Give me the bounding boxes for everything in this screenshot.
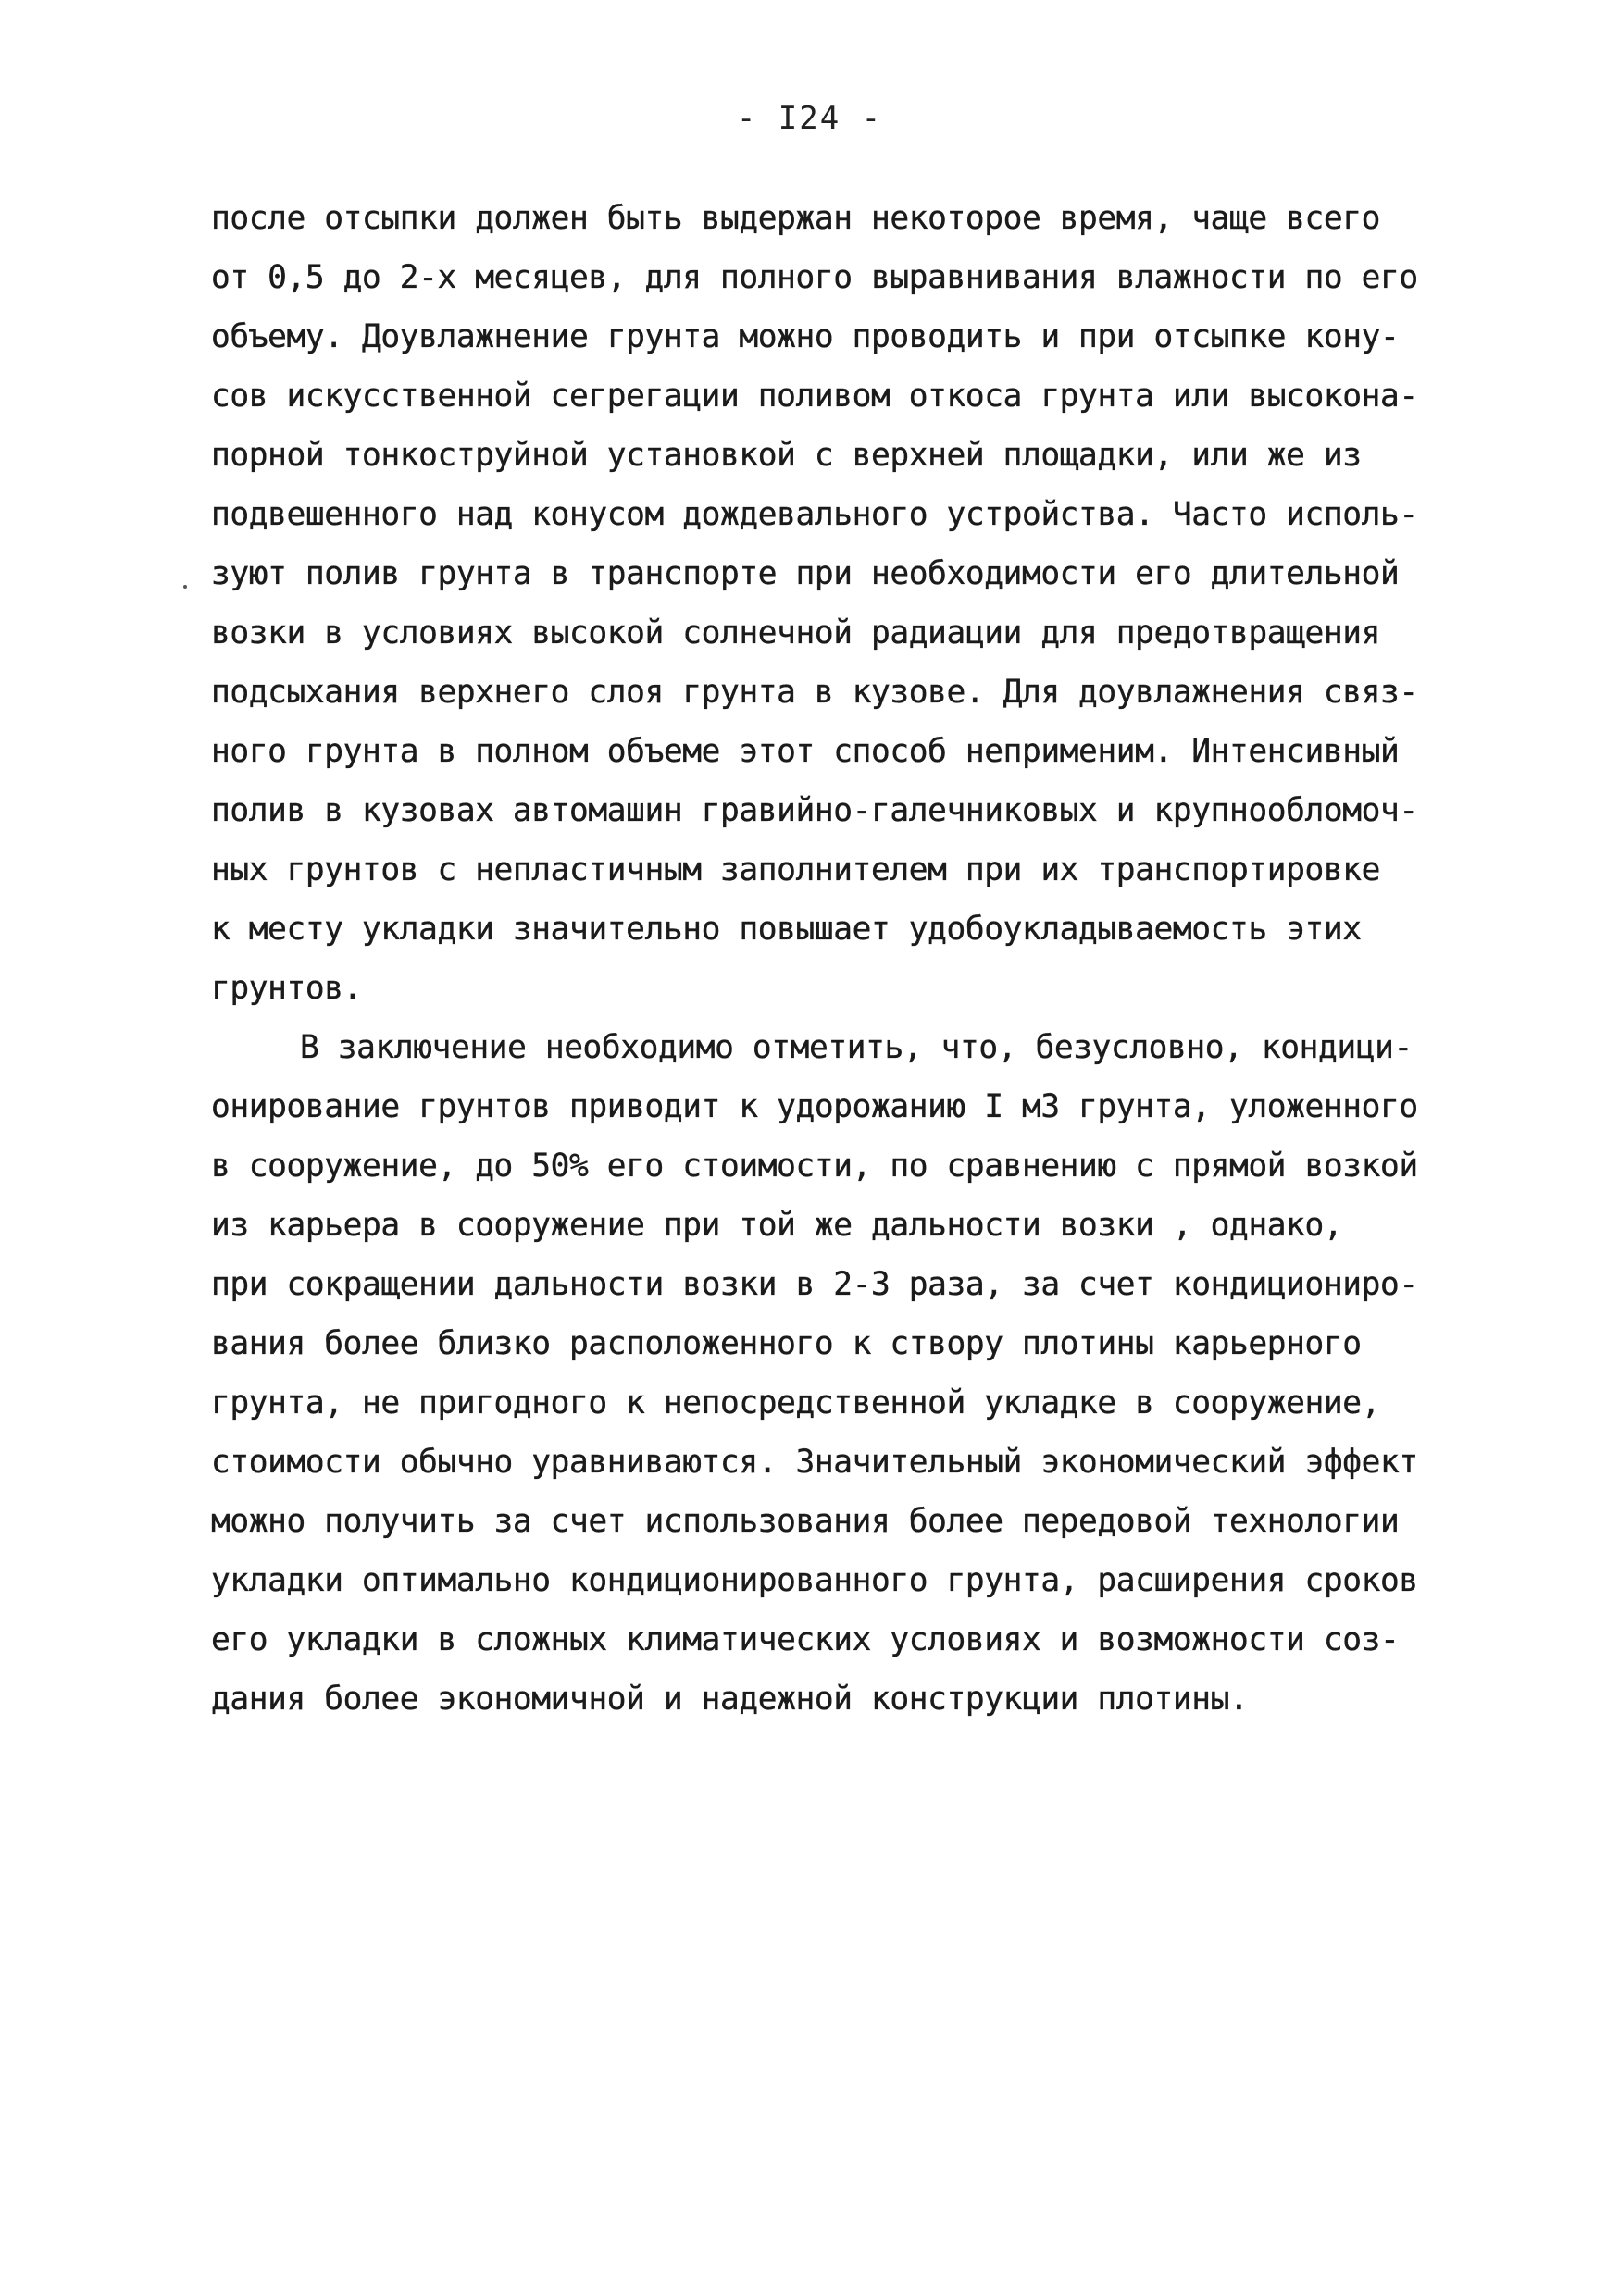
text-line: от 0,5 до 2-х месяцев, для полного выравнивания влажности по его <box>211 259 1418 296</box>
text-line: из карьера в сооружение при той же дальности возки , однако, <box>211 1207 1343 1244</box>
text-line: в сооружение, до 50% его стоимости, по сравнению с прямой возкой <box>211 1148 1418 1185</box>
text-line: ного грунта в полном объеме этот способ неприменим. Интенсивный <box>211 733 1400 770</box>
text-line: дания более экономичной и надежной конструкции плотины. <box>211 1681 1249 1718</box>
text-line: вания более близко расположенного к створу плотины карьерного <box>211 1325 1362 1362</box>
text-line: при сокращении дальности возки в 2-3 раза, за счет кондициониро- <box>211 1266 1418 1303</box>
text-line: к месту укладки значительно повышает удобоукладываемость этих <box>211 911 1362 948</box>
text-line: стоимости обычно уравниваются. Значительный экономический эффект <box>211 1444 1418 1481</box>
text-line: грунта, не пригодного к непосредственной укладке в сооружение, <box>211 1384 1380 1421</box>
text-line: грунтов. <box>211 970 362 1007</box>
text-line: укладки оптимально кондиционированного грунта, расширения сроков <box>211 1562 1418 1599</box>
text-line: полив в кузовах автомашин гравийно-галечниковых и крупнообломоч- <box>211 792 1418 829</box>
text-line: В заключение необходимо отметить, что, безусловно, кондици- <box>300 1029 1413 1066</box>
text-line: зуют полив грунта в транспорте при необходимости его длительной <box>211 555 1400 592</box>
margin-mark <box>183 585 187 589</box>
text-line: после отсыпки должен быть выдержан некоторое время, чаще всего <box>211 200 1380 237</box>
text-line: можно получить за счет использования более передовой технологии <box>211 1503 1400 1540</box>
text-line: онирование грунтов приводит к удорожанию I м3 грунта, уложенного <box>211 1088 1418 1125</box>
text-line: объему. Доувлажнение грунта можно проводить и при отсыпке кону- <box>211 318 1400 355</box>
text-line: возки в условиях высокой солнечной радиации для предотвращения <box>211 614 1380 652</box>
text-line: ных грунтов с непластичным заполнителем при их транспортировке <box>211 851 1380 888</box>
text-line: подвешенного над конусом дождевального устройства. Часто исполь- <box>211 496 1418 533</box>
page-number: - I24 - <box>736 100 883 137</box>
text-line: подсыхания верхнего слоя грунта в кузове. Для доувлажнения связ- <box>211 674 1418 711</box>
text-line: его укладки в сложных климатических условиях и возможности соз- <box>211 1621 1400 1658</box>
text-line: порной тонкоструйной установкой с верхней площадки, или же из <box>211 437 1362 474</box>
text-line: сов искусственной сегрегации поливом откоса грунта или высокона- <box>211 378 1418 415</box>
